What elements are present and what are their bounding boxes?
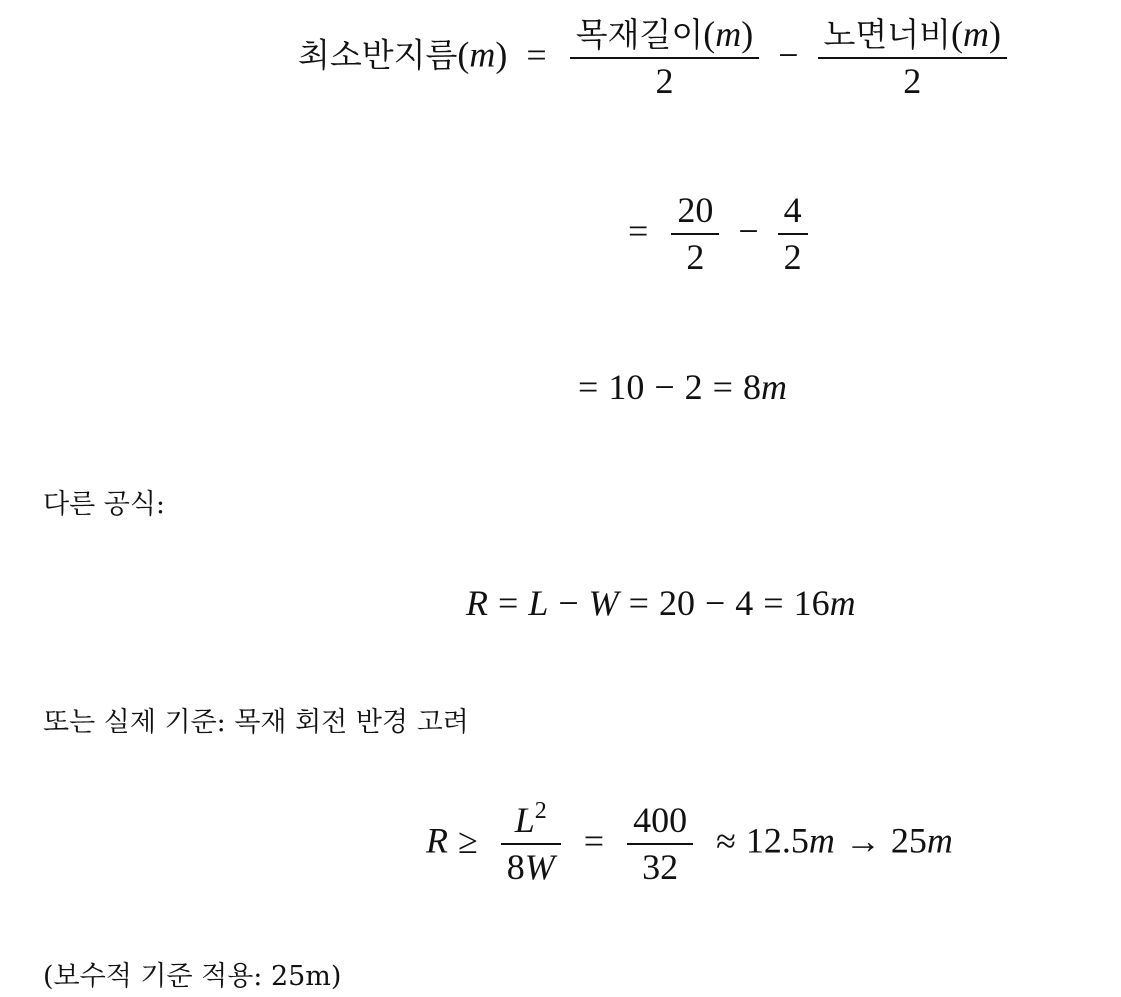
formula-substitution: [618, 190, 812, 279]
lhs-label: 최소반지름: [298, 35, 458, 75]
result-value: 16: [793, 583, 830, 623]
arrow-icon: →: [844, 820, 881, 861]
numerator: 4: [783, 190, 802, 230]
var-l: L: [514, 800, 535, 840]
fraction-denominator: 2: [818, 57, 1008, 102]
var-r: R: [426, 820, 448, 861]
denominator: 2: [778, 233, 808, 278]
lhs-unit: (m): [457, 34, 508, 75]
equals-sign: =: [583, 820, 605, 861]
formula-rotation-radius: [426, 800, 953, 889]
var-w: W: [524, 847, 555, 888]
minus-sign: −: [558, 583, 579, 623]
approx-sign: ≈: [716, 820, 736, 861]
formula-result: [568, 366, 787, 408]
minus-sign: −: [778, 34, 799, 75]
minus-sign: −: [738, 210, 759, 251]
exponent: 2: [534, 798, 547, 824]
var-l: L: [528, 583, 549, 623]
fraction-20-over-2: [671, 190, 719, 279]
equals-sign: =: [526, 34, 547, 75]
numerator: 400: [633, 800, 688, 840]
denominator: 32: [627, 843, 693, 888]
formula-alternative: [466, 582, 856, 624]
equals-sign: =: [712, 367, 733, 407]
unit: m: [829, 583, 856, 623]
term-b: 2: [684, 367, 703, 407]
minus-sign: −: [704, 583, 726, 623]
unit: m: [926, 820, 953, 861]
coefficient: 8: [506, 847, 525, 888]
denominator: 2: [671, 233, 719, 278]
numerator: 20: [677, 190, 714, 230]
unit: m: [808, 820, 835, 861]
term-b: 4: [735, 583, 754, 623]
final-value: 25: [890, 820, 927, 861]
conservative-note: (보수적 기준 적용: 25m): [43, 961, 342, 992]
practical-standard-label: 또는 실제 기준: 목재 회전 반경 고려: [43, 707, 469, 738]
minus-sign: −: [654, 367, 675, 407]
var-r: R: [466, 583, 488, 623]
formula-min-radius: [298, 14, 1011, 103]
fraction-4-over-2: [778, 190, 808, 279]
term-a: 10: [608, 367, 645, 407]
road-width-label: 노면너비: [823, 15, 952, 54]
equals-sign: =: [628, 210, 649, 251]
other-formula-label: 다른 공식:: [43, 489, 166, 520]
approx-value: 12.5: [745, 820, 809, 861]
equals-sign: =: [628, 583, 649, 623]
equals-sign: =: [498, 583, 519, 623]
geq-sign: ≥: [458, 820, 478, 861]
result-value: 8: [742, 367, 761, 407]
equals-sign: =: [763, 583, 784, 623]
unit: m: [760, 367, 787, 407]
var-w: W: [588, 583, 619, 623]
equals-sign: =: [578, 367, 599, 407]
fraction-400-over-32: [627, 800, 693, 889]
fraction-road-width: $\frac{\text{노면너비(m)}}{2}$: [818, 14, 1008, 103]
fraction-timber-length: $\frac{\text{목재길이(m)}}{2}$: [570, 14, 760, 103]
term-a: 20: [658, 583, 695, 623]
fraction-l2-over-8w: [501, 800, 561, 889]
timber-length-label: 목재길이: [575, 15, 704, 54]
fraction-denominator: 2: [570, 57, 760, 102]
